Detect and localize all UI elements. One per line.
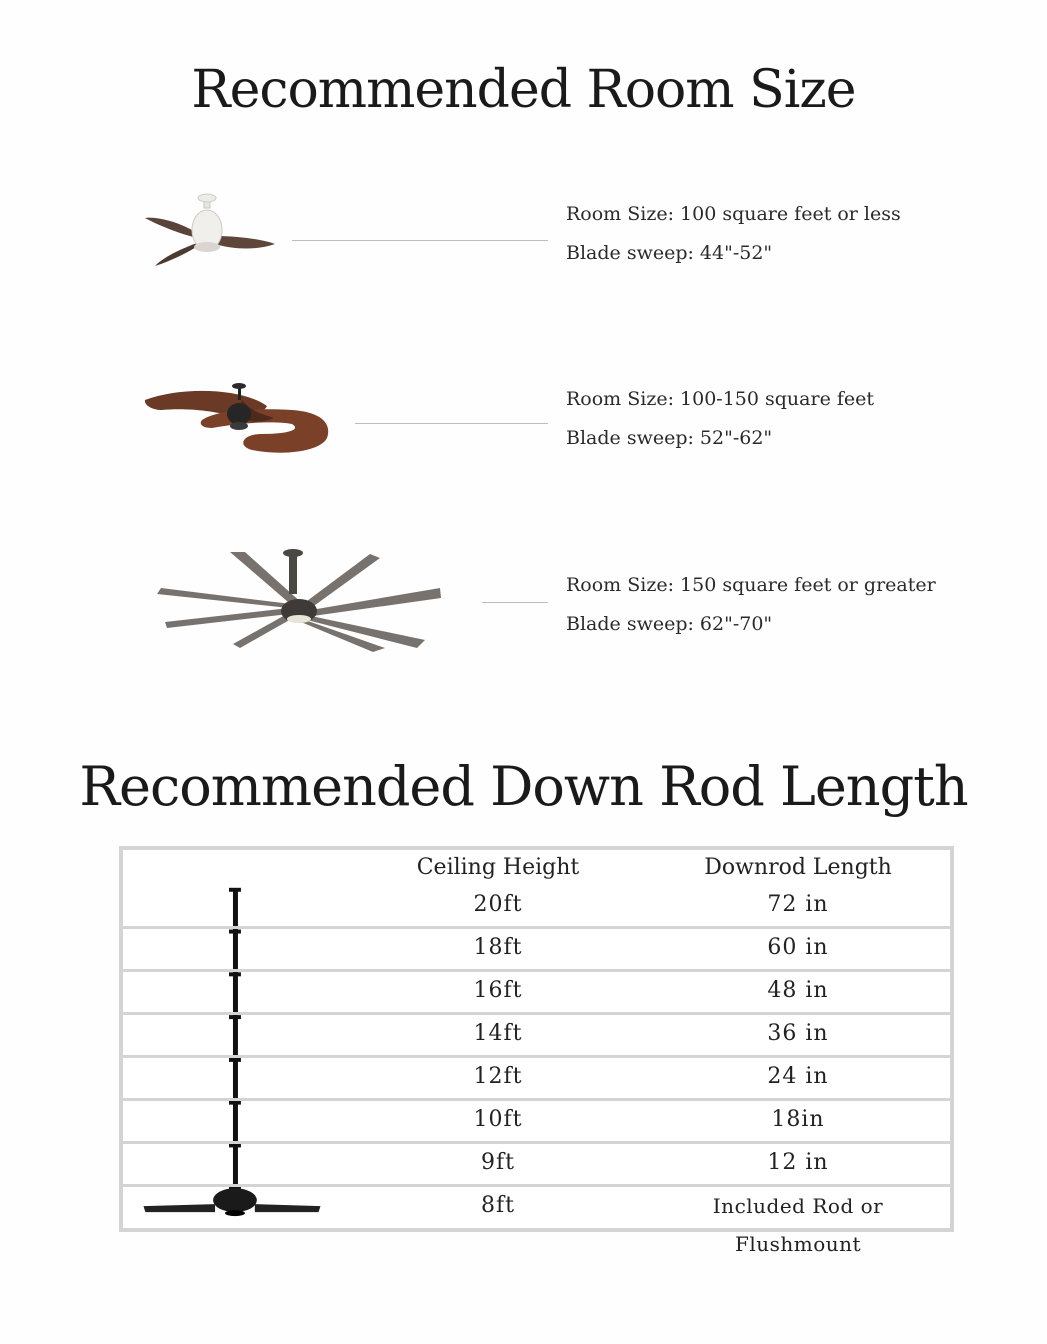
fan3-connector <box>482 602 548 603</box>
room-size-title: Recommended Room Size <box>191 60 856 120</box>
downrod-length-cell: 12 in <box>767 1150 829 1175</box>
ceiling-height-cell: 8ft <box>481 1193 515 1218</box>
downrod-length-cell: 24 in <box>767 1064 829 1089</box>
ceiling-height-cell: 9ft <box>481 1150 515 1175</box>
down-rod-table <box>119 846 954 1256</box>
table-row <box>123 886 950 929</box>
header-downrod-length: Downrod Length <box>704 855 892 880</box>
downrod-length-cell: 36 in <box>767 1021 829 1046</box>
fan1-blade-sweep: Blade sweep: 44"-52" <box>566 242 773 264</box>
table-row <box>123 1144 950 1187</box>
ceiling-height-cell: 14ft <box>473 1021 523 1046</box>
downrod-length-cell: 48 in <box>767 978 829 1003</box>
fan1-specs <box>566 205 901 283</box>
header-ceiling-height: Ceiling Height <box>416 855 580 880</box>
ceiling-height-cell: 20ft <box>473 892 523 917</box>
down-rod-title: Recommended Down Rod Length <box>79 755 968 818</box>
table-header <box>123 850 950 890</box>
downrod-length-cell: 72 in <box>767 892 829 917</box>
fan1-room-size: Room Size: 100 square feet or less <box>566 203 901 225</box>
downrod-length-cell: Included Rod or Flushmount <box>712 1194 884 1256</box>
fan2-connector <box>355 423 548 424</box>
table-row <box>123 1187 950 1256</box>
downrod-length-cell: 60 in <box>767 935 829 960</box>
fan2-blade-sweep: Blade sweep: 52"-62" <box>566 427 773 449</box>
fan3-specs <box>566 576 936 654</box>
fan1-connector <box>292 240 548 241</box>
fan2-specs <box>566 390 874 468</box>
table-row <box>123 1015 950 1058</box>
large-multi-blade-fan-icon <box>155 548 445 653</box>
table-row <box>123 972 950 1015</box>
table-row <box>123 1101 950 1144</box>
downrod-length-cell: 18in <box>771 1107 825 1132</box>
table-row <box>123 1058 950 1101</box>
fan3-blade-sweep: Blade sweep: 62"-70" <box>566 613 773 635</box>
ceiling-height-cell: 12ft <box>473 1064 523 1089</box>
ceiling-height-cell: 10ft <box>473 1107 523 1132</box>
ceiling-height-cell: 18ft <box>473 935 523 960</box>
ceiling-height-cell: 16ft <box>473 978 523 1003</box>
curved-blade-fan-icon <box>142 380 334 460</box>
small-fan-icon <box>140 190 285 275</box>
fan3-room-size: Room Size: 150 square feet or greater <box>566 574 936 596</box>
fan2-room-size: Room Size: 100-150 square feet <box>566 388 875 410</box>
table-row <box>123 929 950 972</box>
